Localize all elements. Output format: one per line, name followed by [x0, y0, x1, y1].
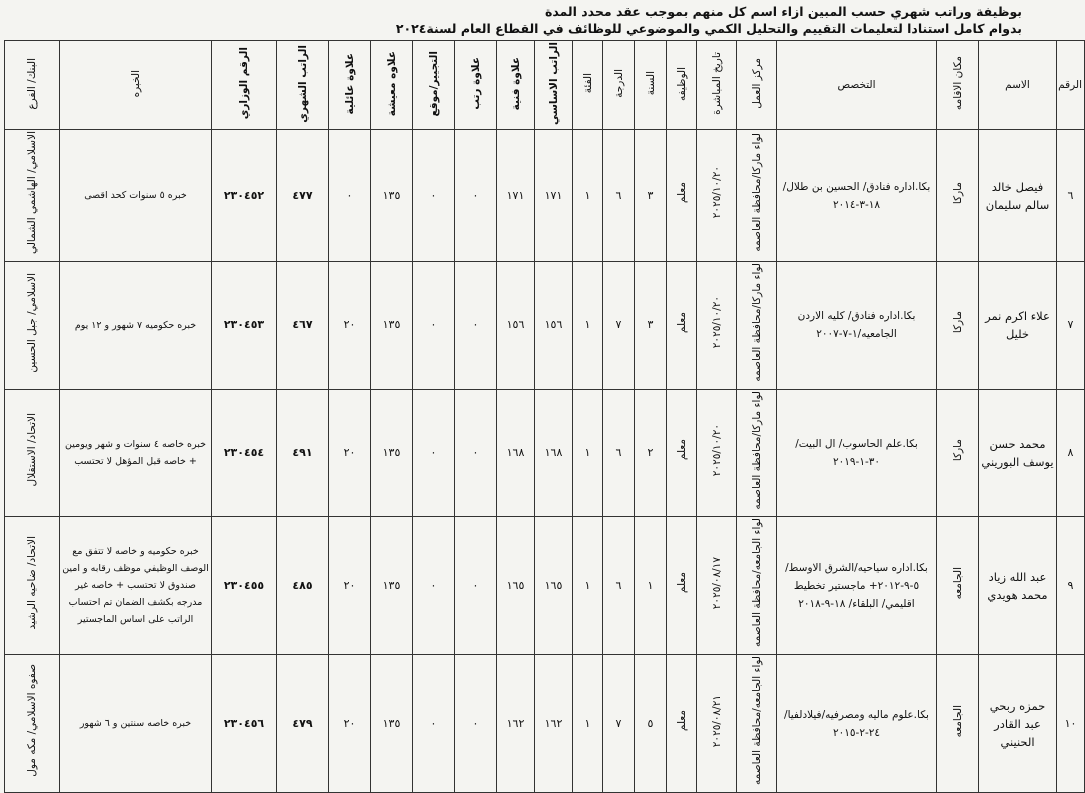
cell-monthly-salary: ٤٧٧: [277, 130, 329, 262]
cell-bank-branch: الاتحاد/ ضاحيه الرشيد: [5, 517, 60, 655]
cell-name: حمزه ربحي عبد القادر الحنيني: [979, 655, 1057, 793]
cell-year: ٣: [635, 130, 667, 262]
cell-experience: خبره ٥ سنوات كحد اقصى: [60, 130, 212, 262]
cell-basic-salary: ١٧١: [535, 130, 573, 262]
cell-residence: الجامعه: [937, 655, 979, 793]
cell-degree: ٧: [603, 262, 635, 390]
cell-name: فيصل خالد سالم سليمان: [979, 130, 1057, 262]
col-family-allowance: علاوة عائلية: [329, 41, 371, 130]
cell-name: علاء اكرم نمر خليل: [979, 262, 1057, 390]
col-residence: مكان الاقامه: [937, 41, 979, 130]
cell-basic-salary: ١٥٦: [535, 262, 573, 390]
cell-position-allowance: ٠: [413, 389, 455, 517]
col-num: الرقم: [1057, 41, 1085, 130]
cell-start-date: ٢٠٢٥/٠٨/٢١: [697, 655, 737, 793]
col-bank-branch: البنك/ الفرع: [5, 41, 60, 130]
cell-job: معلم: [667, 389, 697, 517]
cell-job: معلم: [667, 517, 697, 655]
cell-position-allowance: ٠: [413, 130, 455, 262]
col-name: الاسم: [979, 41, 1057, 130]
cell-work-center: لواء الجامعه/محافظة العاصمه: [737, 517, 777, 655]
cell-category: ١: [573, 389, 603, 517]
cell-living-allowance: ١٣٥: [371, 262, 413, 390]
cell-living-allowance: ١٣٥: [371, 517, 413, 655]
cell-rank-allowance: ٠: [455, 130, 497, 262]
table-row: [5, 517, 1085, 655]
cell-rank-allowance: ٠: [455, 655, 497, 793]
cell-year: ٣: [635, 262, 667, 390]
col-year: السنة: [635, 41, 667, 130]
cell-experience: خبره حكوميه و خاصه لا تتفق مع الوصف الوظيفي موظف رقابه و امين صندوق لا تحتسب + خاصه غير مدرجه بكشف الضمان تم احتساب الراتب على اساس الماجستير: [60, 517, 212, 655]
cell-basic-salary: ١٦٥: [535, 517, 573, 655]
table-row: [5, 130, 1085, 262]
cell-job: معلم: [667, 262, 697, 390]
table-row: [5, 262, 1085, 390]
cell-technical-allowance: ١٦٥: [497, 517, 535, 655]
heading-line-2: بدوام كامل استنادا لتعليمات التقييم والتحليل الكمي والموضوعي للوظائف في القطاع العام لسنة٢٠٢٤: [395, 21, 1022, 36]
col-rank-allowance: علاوة رتب: [455, 41, 497, 130]
cell-num: ٨: [1057, 389, 1085, 517]
cell-name: محمد حسن يوسف البوريني: [979, 389, 1057, 517]
cell-start-date: ٢٠٢٥/١٠/٢٠: [697, 130, 737, 262]
cell-year: ١: [635, 517, 667, 655]
col-work-center: مركز العمل: [737, 41, 777, 130]
cell-monthly-salary: ٤٨٥: [277, 517, 329, 655]
cell-job: معلم: [667, 130, 697, 262]
cell-num: ١٠: [1057, 655, 1085, 793]
cell-degree: ٧: [603, 655, 635, 793]
col-monthly-salary: الراتب الشهري: [277, 41, 329, 130]
cell-rank-allowance: ٠: [455, 389, 497, 517]
cell-bank-branch: الاسلامي/ جبل الحسين: [5, 262, 60, 390]
cell-experience: خبره خاصه سنتين و ٦ شهور: [60, 655, 212, 793]
cell-family-allowance: ٢٠: [329, 517, 371, 655]
cell-bank-branch: الاتحاد/ الاستقلال: [5, 389, 60, 517]
cell-rank-allowance: ٠: [455, 262, 497, 390]
cell-living-allowance: ١٣٥: [371, 389, 413, 517]
cell-work-center: لواء ماركا/محافظة العاصمه: [737, 389, 777, 517]
cell-name: عبد الله زياد محمد هويدي: [979, 517, 1057, 655]
col-degree: الدرجة: [603, 41, 635, 130]
cell-specialty: بكا.علوم ماليه ومصرفيه/فيلادلفيا/٢٤-٢-٢٠١٥: [777, 655, 937, 793]
cell-start-date: ٢٠٢٥/١٠/٢٠: [697, 262, 737, 390]
table-header-row: [5, 41, 1085, 130]
col-experience: الخبره: [60, 41, 212, 130]
cell-job: معلم: [667, 655, 697, 793]
col-ministerial-number: الرقم الوزاري: [212, 41, 277, 130]
cell-family-allowance: ٢٠: [329, 389, 371, 517]
cell-residence: ماركا: [937, 130, 979, 262]
document-heading: [22, 3, 1022, 37]
col-position-allowance: التجيير/موقع: [413, 41, 455, 130]
cell-experience: خبره خاصه ٤ سنوات و شهر ويومين + خاصه قبل المؤهل لا تحتسب: [60, 389, 212, 517]
cell-ministerial-number: ٢٣٠٤٥٢: [212, 130, 277, 262]
col-specialty: التخصص: [777, 41, 937, 130]
cell-num: ٧: [1057, 262, 1085, 390]
employees-table: [4, 40, 1085, 793]
cell-ministerial-number: ٢٣٠٤٥٣: [212, 262, 277, 390]
cell-work-center: لواء ماركا/محافظة العاصمه: [737, 262, 777, 390]
cell-ministerial-number: ٢٣٠٤٥٤: [212, 389, 277, 517]
cell-technical-allowance: ١٦٢: [497, 655, 535, 793]
cell-num: ٩: [1057, 517, 1085, 655]
cell-category: ١: [573, 130, 603, 262]
cell-specialty: بكا.علم الحاسوب/ ال البيت/ ٣٠-١-٢٠١٩: [777, 389, 937, 517]
cell-family-allowance: ٢٠: [329, 262, 371, 390]
cell-monthly-salary: ٤٧٩: [277, 655, 329, 793]
cell-basic-salary: ١٦٢: [535, 655, 573, 793]
cell-living-allowance: ١٣٥: [371, 130, 413, 262]
cell-work-center: لواء ماركا/محافظة العاصمه: [737, 130, 777, 262]
cell-ministerial-number: ٢٣٠٤٥٥: [212, 517, 277, 655]
cell-degree: ٦: [603, 517, 635, 655]
cell-experience: خبره حكوميه ٧ شهور و ١٢ يوم: [60, 262, 212, 390]
cell-monthly-salary: ٤٩١: [277, 389, 329, 517]
cell-living-allowance: ١٣٥: [371, 655, 413, 793]
cell-bank-branch: الاسلامي/ الهاشمي الشمالي: [5, 130, 60, 262]
cell-rank-allowance: ٠: [455, 517, 497, 655]
cell-num: ٦: [1057, 130, 1085, 262]
cell-residence: ماركا: [937, 389, 979, 517]
col-technical-allowance: علاوة فنية: [497, 41, 535, 130]
cell-specialty: بكا.اداره فنادق/ كليه الاردن الجامعيه/١-٧-٢٠٠٧: [777, 262, 937, 390]
cell-position-allowance: ٠: [413, 262, 455, 390]
cell-degree: ٦: [603, 389, 635, 517]
cell-category: ١: [573, 517, 603, 655]
cell-monthly-salary: ٤٦٧: [277, 262, 329, 390]
cell-position-allowance: ٠: [413, 655, 455, 793]
cell-year: ٢: [635, 389, 667, 517]
col-living-allowance: علاوه معيشة: [371, 41, 413, 130]
cell-degree: ٦: [603, 130, 635, 262]
cell-family-allowance: ٠: [329, 130, 371, 262]
cell-technical-allowance: ١٧١: [497, 130, 535, 262]
cell-start-date: ٢٠٢٥/١٠/٢٠: [697, 389, 737, 517]
col-job: الوظيفه: [667, 41, 697, 130]
cell-year: ٥: [635, 655, 667, 793]
cell-ministerial-number: ٢٣٠٤٥٦: [212, 655, 277, 793]
cell-basic-salary: ١٦٨: [535, 389, 573, 517]
col-category: الفئة: [573, 41, 603, 130]
cell-bank-branch: صفوه الاسلامي/ مكه مول: [5, 655, 60, 793]
cell-family-allowance: ٢٠: [329, 655, 371, 793]
cell-specialty: بكا.اداره سياحيه/الشرق الاوسط/٥-٩-٢٠١٢+ ماجستير تخطيط اقليمي/ البلقاء/ ١٨-٩-٢٠١٨: [777, 517, 937, 655]
cell-technical-allowance: ١٥٦: [497, 262, 535, 390]
cell-start-date: ٢٠٢٥/٠٨/١٧: [697, 517, 737, 655]
col-start-date: تاريخ المباشرة: [697, 41, 737, 130]
cell-technical-allowance: ١٦٨: [497, 389, 535, 517]
col-basic-salary: الراتب الاساسي: [535, 41, 573, 130]
table-row: [5, 655, 1085, 793]
heading-line-1: بوظيفة وراتب شهري حسب المبين ازاء اسم كل منهم بموجب عقد محدد المدة: [544, 4, 1022, 19]
table-row: [5, 389, 1085, 517]
cell-specialty: بكا.اداره فنادق/ الحسين بن طلال/ ١٨-٣-٢٠١٤: [777, 130, 937, 262]
cell-work-center: لواء الجامعه/محافظة العاصمه: [737, 655, 777, 793]
cell-residence: ماركا: [937, 262, 979, 390]
cell-category: ١: [573, 655, 603, 793]
cell-residence: الجامعه: [937, 517, 979, 655]
cell-category: ١: [573, 262, 603, 390]
cell-position-allowance: ٠: [413, 517, 455, 655]
